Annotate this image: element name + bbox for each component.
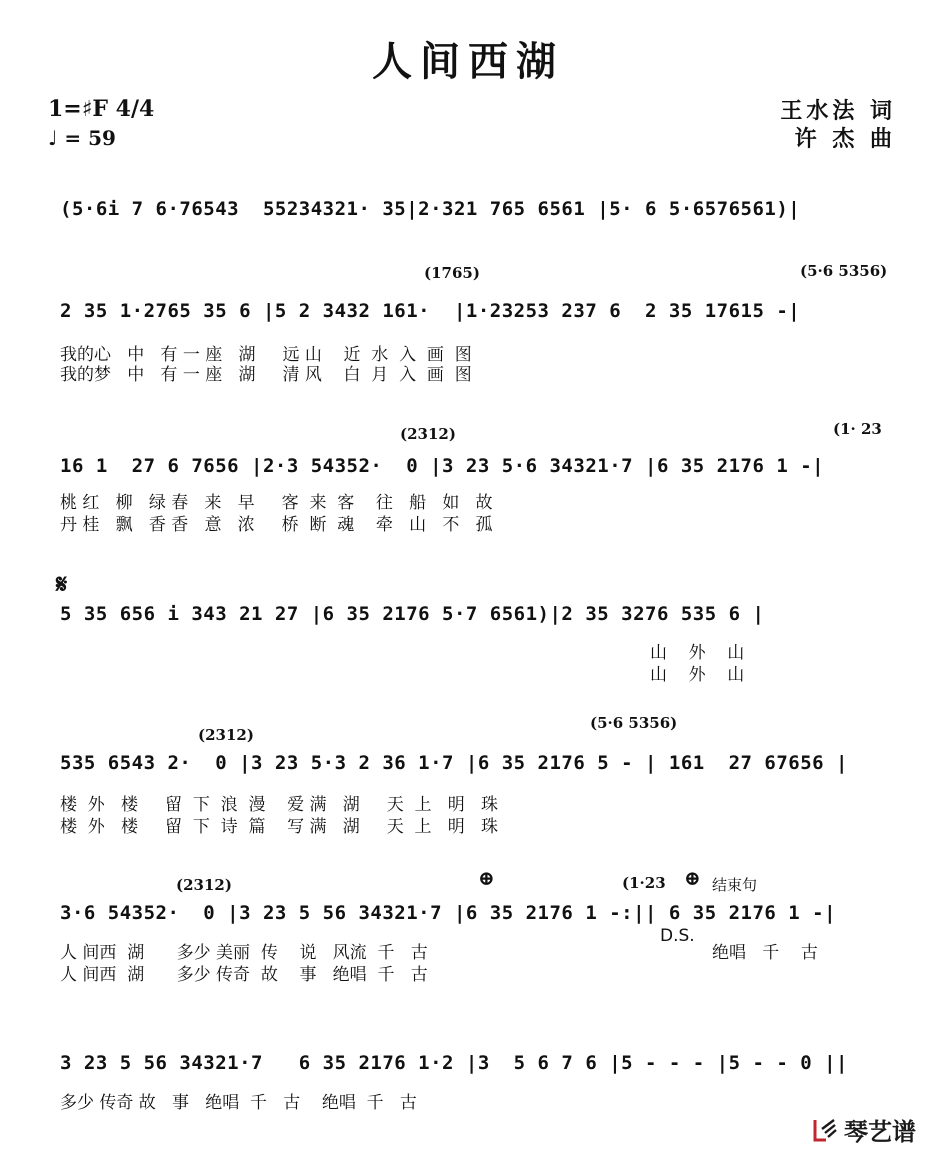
- notation-row-1: (5·6i 7 6·76543 55234321· 35|2·321 765 6561 |5· 6 5·6576561)|: [60, 198, 801, 220]
- lyric-verse1-row3: 桃 红 柳 绿 春 来 早 客 来 客 往 船 如 故: [60, 493, 493, 513]
- notation-row-5: 535 6543 2· 0 |3 23 5·3 2 36 1·7 |6 35 2176 5 - | 161 27 67656 |: [60, 752, 848, 774]
- ornament-56-5356: (5·6 5356): [800, 262, 888, 280]
- ornament-56-5356-b: (5·6 5356): [590, 714, 678, 732]
- lyricist-credit: 王水法 词: [780, 99, 896, 124]
- ornament-1765: (1765): [424, 264, 480, 282]
- key-signature: 1=♯F 4/4: [48, 96, 155, 122]
- notation-row-6: 3·6 54352· 0 |3 23 5 56 34321·7 |6 35 2176 1 -:|| 6 35 2176 1 -|: [60, 902, 837, 924]
- lyric-row7: 多少 传奇 故 事 绝唱 千 古 绝唱 千 古: [60, 1093, 417, 1113]
- lyric-verse1-row2: 我的心 中 有 一 座 湖 远 山 近 水 入 画 图: [60, 345, 472, 365]
- logo-icon: [812, 1117, 838, 1143]
- lyric-verse2-row2: 我的梦 中 有 一 座 湖 清 风 白 月 入 画 图: [60, 365, 472, 385]
- notation-row-4: 5 35 656 i 343 21 27 |6 35 2176 5·7 6561)|2 35 3276 535 6 |: [60, 603, 765, 625]
- notation-row-2: 2 35 1·2765 35 6 |5 2 3432 161· |1·23253 237 6 2 35 17615 -|: [60, 300, 801, 322]
- ending-label: 结束句: [712, 876, 758, 894]
- site-logo: [812, 1112, 916, 1147]
- lyric-verse2-row4: 山 外 山: [650, 665, 745, 685]
- coda-mark-2: ⊕: [684, 866, 701, 890]
- song-title: 人间西湖: [372, 38, 564, 85]
- coda-mark: ⊕: [478, 866, 495, 890]
- lyric-verse1-row6: 人 间西 湖 多少 美丽 传 说 风流 千 古: [60, 943, 428, 963]
- notation-row-3: 16 1 27 6 7656 |2·3 54352· 0 |3 23 5·6 34321·7 |6 35 2176 1 -|: [60, 455, 825, 477]
- ornament-2312-b: (2312): [198, 726, 254, 744]
- notation-row-7: 3 23 5 56 34321·7 6 35 2176 1·2 |3 5 6 7 6 |5 - - - |5 - - 0 ||: [60, 1052, 848, 1074]
- ornament-1-23-b: (1·23: [622, 874, 666, 892]
- lyric-verse2-row5: 楼 外 楼 留 下 诗 篇 写 满 湖 天 上 明 珠: [60, 817, 498, 837]
- lyric-ending-row6: 绝唱 千 古: [712, 943, 818, 963]
- lyric-verse1-row4: 山 外 山: [650, 643, 745, 663]
- tempo-marking: ♩ = 59: [48, 126, 116, 150]
- logo-text: 琴艺谱: [844, 1118, 916, 1146]
- ornament-2312: (2312): [400, 425, 456, 443]
- lyric-verse2-row6: 人 间西 湖 多少 传奇 故 事 绝唱 千 古: [60, 965, 428, 985]
- ds-marking: D.S.: [660, 926, 695, 946]
- ornament-2312-c: (2312): [176, 876, 232, 894]
- segno-mark: 𝄋: [56, 570, 68, 600]
- ornament-1-23: (1· 23: [833, 420, 882, 438]
- lyric-verse2-row3: 丹 桂 飘 香 香 意 浓 桥 断 魂 牵 山 不 孤: [60, 515, 493, 535]
- composer-credit: 许 杰 曲: [794, 127, 896, 152]
- lyric-verse1-row5: 楼 外 楼 留 下 浪 漫 爱 满 湖 天 上 明 珠: [60, 795, 498, 815]
